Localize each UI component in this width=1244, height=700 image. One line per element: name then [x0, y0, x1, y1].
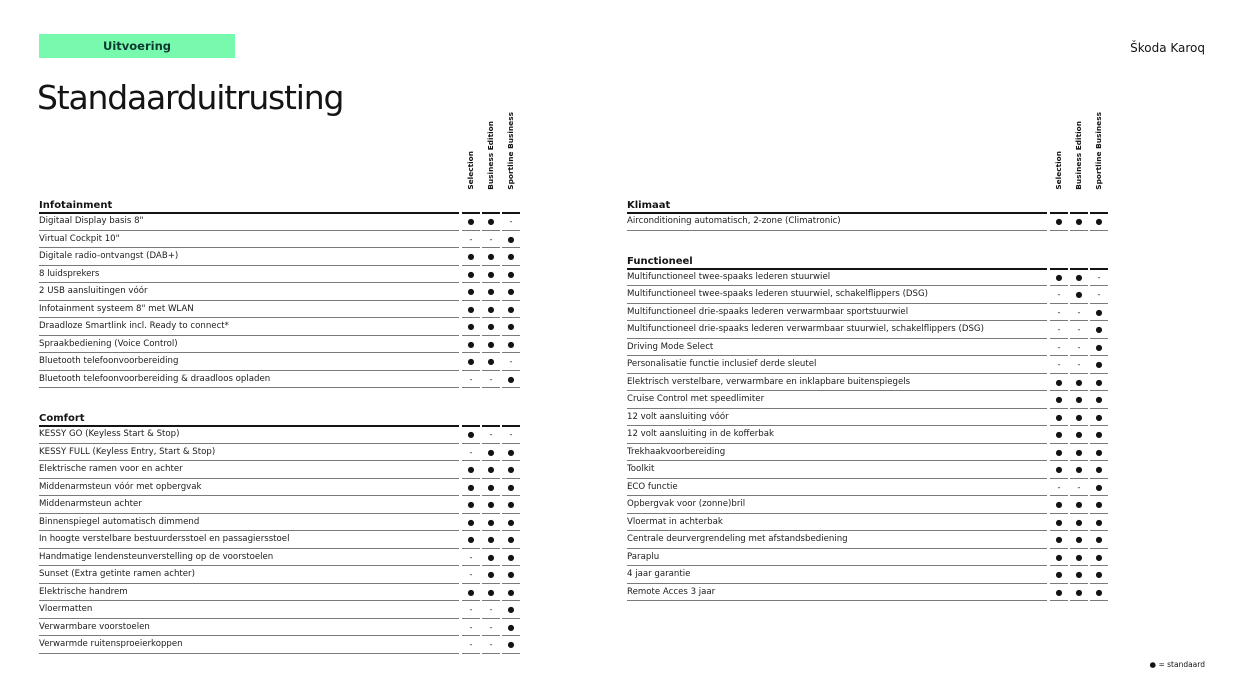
standard-dot-icon: ●	[487, 500, 495, 509]
feature-label: Airconditioning automatisch, 2-zone (Climatronic)	[627, 216, 841, 226]
feature-label: Toolkit	[627, 464, 655, 474]
standard-dot-icon: ●	[487, 447, 495, 457]
column-headers	[627, 112, 1107, 192]
section-header	[627, 248, 1107, 269]
not-available-dash-icon: -	[1097, 272, 1101, 282]
feature-label: Verwarmde ruitensproeierkoppen	[39, 639, 183, 649]
row-divider	[502, 387, 520, 388]
feature-label: Centrale deurvergrendeling met afstandsbediening	[627, 534, 848, 544]
feature-label: Remote Acces 3 jaar	[627, 586, 716, 597]
feature-row	[39, 444, 519, 462]
feature-label: Multifunctioneel twee-spaaks lederen stuurwiel, schakelflippers (DSG)	[627, 289, 929, 299]
feature-row	[627, 461, 1107, 479]
feature-label: 4 jaar garantie	[627, 569, 691, 579]
standard-dot-icon: ●	[1055, 500, 1063, 509]
not-available-dash-icon: -	[489, 374, 493, 384]
standard-dot-icon: ●	[1055, 217, 1063, 226]
standard-dot-icon: ●	[1075, 570, 1083, 579]
feature-label: Digitaal Display basis 8"	[39, 216, 144, 226]
section-gap	[627, 231, 1107, 248]
standard-dot-icon: ●	[1095, 552, 1103, 562]
feature-label: Vloermat in achterbak	[627, 516, 723, 527]
not-available-dash-icon: -	[489, 430, 493, 439]
not-available-dash-icon: -	[469, 234, 473, 244]
feature-row	[39, 531, 519, 549]
standard-dot-icon: ●	[467, 252, 475, 261]
standard-dot-icon: ●	[487, 304, 495, 314]
standard-dot-icon: ●	[467, 517, 475, 527]
feature-row	[39, 461, 519, 479]
standard-dot-icon: ●	[1075, 430, 1083, 439]
feature-label: Multifunctioneel drie-spaaks lederen verwarmbaar sportstuurwiel	[627, 306, 909, 317]
standard-dot-icon: ●	[1095, 342, 1103, 352]
section-header	[627, 192, 1107, 213]
feature-label: 12 volt aansluiting vóór	[627, 411, 729, 422]
row-divider	[1090, 230, 1108, 231]
feature-label: Opbergvak voor (zonne)bril	[627, 499, 746, 509]
feature-row	[39, 496, 519, 514]
row-divider	[1050, 230, 1068, 231]
standard-dot-icon: ●	[487, 217, 495, 226]
standard-dot-icon: ●	[1075, 290, 1083, 299]
feature-row	[39, 601, 519, 619]
feature-row	[39, 514, 519, 532]
standard-dot-icon: ●	[1095, 517, 1103, 527]
not-available-dash-icon: -	[509, 217, 513, 226]
standard-dot-icon: ●	[507, 622, 515, 632]
feature-label: Verwarmbare voorstoelen	[39, 621, 150, 632]
feature-label: Cruise Control met speedlimiter	[627, 394, 765, 404]
not-available-dash-icon: -	[469, 605, 473, 614]
row-divider	[39, 387, 459, 388]
feature-row	[627, 286, 1107, 304]
feature-label: 2 USB aansluitingen vóór	[39, 286, 148, 296]
feature-label: KESSY GO (Keyless Start & Stop)	[39, 429, 180, 439]
row-divider	[482, 387, 500, 388]
standard-dot-icon: ●	[507, 269, 515, 279]
feature-label: Trekhaakvoorbereiding	[627, 446, 726, 457]
not-available-dash-icon: -	[489, 605, 493, 614]
standard-dot-icon: ●	[467, 304, 475, 314]
column-header-selection: Selection	[1054, 151, 1063, 190]
feature-row	[627, 213, 1107, 231]
feature-label: Sunset (Extra getinte ramen achter)	[39, 569, 195, 579]
not-available-dash-icon: -	[469, 570, 473, 579]
feature-label: Infotainment systeem 8" met WLAN	[39, 303, 194, 314]
not-available-dash-icon: -	[1057, 325, 1061, 334]
not-available-dash-icon: -	[1077, 342, 1081, 352]
not-available-dash-icon: -	[469, 622, 473, 632]
not-available-dash-icon: -	[1077, 307, 1081, 317]
column-header-sportline-business: Sportline Business	[506, 112, 515, 190]
standard-dot-icon: ●	[1055, 430, 1063, 439]
feature-label: Binnenspiegel automatisch dimmend	[39, 516, 200, 527]
not-available-dash-icon: -	[469, 374, 473, 384]
row-divider	[1070, 230, 1088, 231]
standard-dot-icon: ●	[1075, 587, 1083, 597]
feature-label: Driving Mode Select	[627, 341, 714, 352]
standard-dot-icon: ●	[467, 357, 475, 366]
standard-dot-icon: ●	[1075, 377, 1083, 387]
standard-dot-icon: ●	[507, 234, 515, 244]
feature-label: In hoogte verstelbare bestuurdersstoel en passagiersstoel	[39, 534, 290, 544]
section-gap	[39, 388, 519, 405]
standard-dot-icon: ●	[507, 482, 515, 492]
standard-dot-icon: ●	[1075, 500, 1083, 509]
feature-row	[627, 426, 1107, 444]
standard-dot-icon: ●	[487, 552, 495, 562]
standard-dot-icon: ●	[487, 252, 495, 261]
standard-dot-icon: ●	[1055, 447, 1063, 457]
standard-dot-icon: ●	[467, 465, 475, 474]
standard-dot-icon: ●	[1095, 325, 1103, 334]
left-sections	[39, 192, 519, 654]
feature-label: Elektrische ramen voor en achter	[39, 464, 183, 474]
feature-row	[627, 514, 1107, 532]
standard-dot-icon: ●	[1055, 587, 1063, 597]
standard-dot-icon: ●	[1095, 587, 1103, 597]
standard-dot-icon: ●	[507, 552, 515, 562]
feature-row	[627, 566, 1107, 584]
standard-dot-icon: ●	[1095, 360, 1103, 369]
standard-dot-icon: ●	[1075, 535, 1083, 544]
feature-row	[39, 353, 519, 371]
standard-dot-icon: ●	[467, 339, 475, 349]
feature-row	[627, 356, 1107, 374]
standard-dot-icon: ●	[467, 430, 475, 439]
not-available-dash-icon: -	[1097, 290, 1101, 299]
not-available-dash-icon: -	[1077, 360, 1081, 369]
feature-label: Virtual Cockpit 10"	[39, 233, 120, 244]
standard-dot-icon: ●	[487, 269, 495, 279]
feature-label: Handmatige lendensteunverstelling op de voorstoelen	[39, 551, 274, 562]
feature-row	[39, 619, 519, 637]
feature-row	[39, 213, 519, 231]
feature-row	[627, 584, 1107, 602]
feature-row	[39, 566, 519, 584]
standard-dot-icon: ●	[1055, 412, 1063, 422]
feature-row	[39, 371, 519, 389]
section-title: Infotainment	[39, 200, 113, 211]
standard-dot-icon: ●	[487, 587, 495, 597]
standard-dot-icon: ●	[487, 357, 495, 366]
row-divider	[1090, 600, 1108, 601]
not-available-dash-icon: -	[1077, 325, 1081, 334]
feature-label: KESSY FULL (Keyless Entry, Start & Stop)	[39, 446, 216, 457]
not-available-dash-icon: -	[1057, 290, 1061, 299]
not-available-dash-icon: -	[489, 640, 493, 649]
feature-label: Multifunctioneel drie-spaaks lederen verwarmbaar stuurwiel, schakelflippers (DSG)	[627, 324, 984, 334]
feature-label: Middenarmsteun achter	[39, 499, 142, 509]
standard-dot-icon: ●	[507, 605, 515, 614]
standard-dot-icon: ●	[1095, 500, 1103, 509]
feature-label: Draadloze Smartlink incl. Ready to connect*	[39, 321, 229, 331]
page-title: Standaarduitrusting	[37, 78, 344, 117]
row-divider	[462, 387, 480, 388]
column-header-sportline-business: Sportline Business	[1094, 112, 1103, 190]
row-divider	[627, 230, 1047, 231]
not-available-dash-icon: -	[469, 447, 473, 457]
feature-row	[627, 374, 1107, 392]
not-available-dash-icon: -	[489, 234, 493, 244]
feature-row	[39, 584, 519, 602]
column-header-business-edition: Business Edition	[486, 121, 495, 190]
standard-dot-icon: ●	[1055, 272, 1063, 282]
feature-row	[39, 318, 519, 336]
standard-dot-icon: ●	[467, 587, 475, 597]
feature-label: Middenarmsteun vóór met opbergvak	[39, 481, 202, 492]
brand-name: Škoda Karoq	[1130, 41, 1205, 55]
feature-label: Elektrische handrem	[39, 586, 128, 597]
row-divider	[482, 653, 500, 654]
standard-dot-icon: ●	[467, 269, 475, 279]
standard-dot-icon: ●	[1075, 465, 1083, 474]
feature-row	[627, 304, 1107, 322]
feature-row	[39, 479, 519, 497]
standard-dot-icon: ●	[1095, 482, 1103, 492]
standard-dot-icon: ●	[507, 535, 515, 544]
standard-dot-icon: ●	[487, 535, 495, 544]
standard-dot-icon: ●	[467, 322, 475, 331]
feature-label: Paraplu	[627, 551, 660, 562]
standard-dot-icon: ●	[1055, 465, 1063, 474]
standard-dot-icon: ●	[507, 287, 515, 296]
right-sections	[627, 192, 1107, 601]
not-available-dash-icon: -	[1077, 482, 1081, 492]
not-available-dash-icon: -	[469, 640, 473, 649]
standard-dot-icon: ●	[467, 535, 475, 544]
feature-row	[39, 301, 519, 319]
left-column	[39, 112, 519, 654]
feature-label: Bluetooth telefoonvoorbereiding & draadloos opladen	[39, 373, 271, 384]
not-available-dash-icon: -	[489, 622, 493, 632]
standard-dot-icon: ●	[1095, 447, 1103, 457]
feature-label: ECO functie	[627, 481, 678, 492]
standard-dot-icon: ●	[487, 339, 495, 349]
standard-dot-icon: ●	[1055, 377, 1063, 387]
not-available-dash-icon: -	[509, 430, 513, 439]
feature-row	[39, 231, 519, 249]
standard-dot-icon: ●	[507, 339, 515, 349]
standard-dot-icon: ●	[1095, 307, 1103, 317]
standard-dot-icon: ●	[487, 482, 495, 492]
standard-dot-icon: ●	[1075, 517, 1083, 527]
standard-dot-icon: ●	[1075, 447, 1083, 457]
not-available-dash-icon: -	[509, 357, 513, 366]
feature-row	[39, 336, 519, 354]
standard-dot-icon: ●	[1055, 570, 1063, 579]
feature-row	[39, 426, 519, 444]
not-available-dash-icon: -	[1057, 360, 1061, 369]
section-header	[39, 192, 519, 213]
feature-row	[39, 636, 519, 654]
row-divider	[627, 600, 1047, 601]
standard-dot-icon: ●	[1055, 517, 1063, 527]
row-divider	[1050, 600, 1068, 601]
standard-dot-icon: ●	[1095, 412, 1103, 422]
standard-dot-icon: ●	[507, 322, 515, 331]
standard-dot-icon: ●	[1095, 377, 1103, 387]
standard-dot-icon: ●	[1055, 552, 1063, 562]
standard-dot-icon: ●	[1055, 535, 1063, 544]
standard-dot-icon: ●	[507, 252, 515, 261]
standard-dot-icon: ●	[1075, 552, 1083, 562]
legend: ● = standaard	[1149, 660, 1205, 669]
standard-dot-icon: ●	[467, 287, 475, 296]
standard-dot-icon: ●	[507, 304, 515, 314]
not-available-dash-icon: -	[1057, 482, 1061, 492]
standard-dot-icon: ●	[1095, 465, 1103, 474]
feature-row	[627, 549, 1107, 567]
feature-label: Personalisatie functie inclusief derde sleutel	[627, 359, 817, 369]
feature-label: Vloermatten	[39, 604, 93, 614]
standard-dot-icon: ●	[1095, 430, 1103, 439]
row-divider	[39, 653, 459, 654]
standard-dot-icon: ●	[1095, 217, 1103, 226]
standard-dot-icon: ●	[507, 640, 515, 649]
feature-row	[627, 409, 1107, 427]
standard-dot-icon: ●	[507, 500, 515, 509]
right-column	[627, 112, 1107, 601]
column-headers	[39, 112, 519, 192]
standard-dot-icon: ●	[467, 500, 475, 509]
standard-dot-icon: ●	[507, 447, 515, 457]
not-available-dash-icon: -	[1057, 307, 1061, 317]
standard-dot-icon: ●	[507, 465, 515, 474]
standard-dot-icon: ●	[487, 322, 495, 331]
standard-dot-icon: ●	[507, 570, 515, 579]
feature-row	[627, 496, 1107, 514]
section-title: Comfort	[39, 413, 85, 424]
standard-dot-icon: ●	[1075, 395, 1083, 404]
standard-dot-icon: ●	[487, 517, 495, 527]
not-available-dash-icon: -	[469, 552, 473, 562]
section-header	[39, 405, 519, 426]
column-header-selection: Selection	[466, 151, 475, 190]
standard-dot-icon: ●	[1095, 395, 1103, 404]
feature-row	[39, 549, 519, 567]
feature-label: Multifunctioneel twee-spaaks lederen stuurwiel	[627, 271, 831, 282]
feature-label: Bluetooth telefoonvoorbereiding	[39, 356, 179, 366]
standard-dot-icon: ●	[1095, 570, 1103, 579]
standard-dot-icon: ●	[1095, 535, 1103, 544]
standard-dot-icon: ●	[467, 482, 475, 492]
feature-label: 12 volt aansluiting in de kofferbak	[627, 429, 774, 439]
feature-row	[627, 339, 1107, 357]
feature-label: Spraakbediening (Voice Control)	[39, 338, 178, 349]
feature-row	[627, 531, 1107, 549]
not-available-dash-icon: -	[1057, 342, 1061, 352]
row-divider	[462, 653, 480, 654]
standard-dot-icon: ●	[507, 587, 515, 597]
feature-row	[627, 391, 1107, 409]
feature-row	[39, 266, 519, 284]
column-header-business-edition: Business Edition	[1074, 121, 1083, 190]
row-divider	[1070, 600, 1088, 601]
row-divider	[502, 653, 520, 654]
feature-label: Digitale radio-ontvangst (DAB+)	[39, 251, 179, 261]
standard-dot-icon: ●	[487, 465, 495, 474]
standard-dot-icon: ●	[1055, 395, 1063, 404]
section-tag-label: Uitvoering	[102, 39, 171, 53]
feature-row	[39, 283, 519, 301]
standard-dot-icon: ●	[487, 570, 495, 579]
standard-dot-icon: ●	[507, 517, 515, 527]
feature-row	[39, 248, 519, 266]
section-tag	[39, 34, 235, 58]
feature-row	[627, 269, 1107, 287]
standard-dot-icon: ●	[487, 287, 495, 296]
standard-dot-icon: ●	[1075, 412, 1083, 422]
section-title: Klimaat	[627, 200, 671, 211]
standard-dot-icon: ●	[467, 217, 475, 226]
feature-row	[627, 479, 1107, 497]
standard-dot-icon: ●	[1075, 217, 1083, 226]
feature-label: 8 luidsprekers	[39, 268, 100, 279]
feature-label: Elektrisch verstelbare, verwarmbare en inklapbare buitenspiegels	[627, 376, 911, 387]
section-title: Functioneel	[627, 255, 693, 267]
standard-dot-icon: ●	[1075, 272, 1083, 282]
feature-row	[627, 321, 1107, 339]
standard-dot-icon: ●	[507, 374, 515, 384]
feature-row	[627, 444, 1107, 462]
